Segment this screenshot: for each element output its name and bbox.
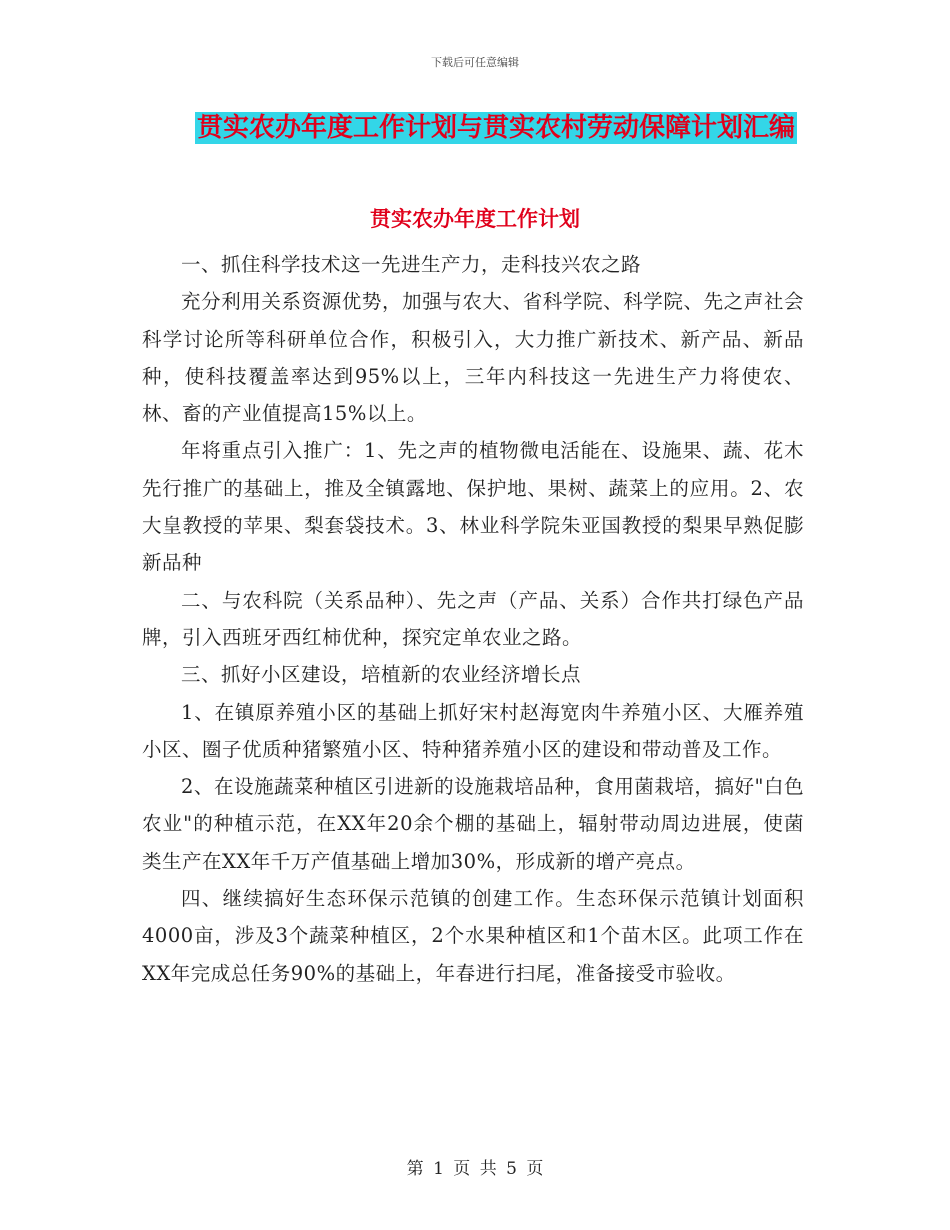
paragraph-1: 一、抓住科学技术这一先进生产力，走科技兴农之路: [181, 253, 642, 276]
paragraph-5: 三、抓好小区建设，培植新的农业经济增长点: [181, 663, 582, 687]
section-title: 贯实农办年度工作计划: [370, 207, 580, 231]
paragraph-2: 充分利用关系资源优势，加强与农大、省科学院、科学院、先之声社会科学讨论所等科研单位合作，积极引入，大力推广新技术、新产品、新品种，使科技覆盖率达到95%以上，三年内科技这一先进生产力将使农、林、畜的产业值提高15%以上。: [142, 290, 804, 426]
page-footer: 第 1 页 共 5 页: [406, 1159, 544, 1179]
paragraph-6: 1、在镇原养殖小区的基础上抓好宋村赵海宽肉牛养殖小区、大雁养殖小区、圈子优质种猪繁殖小区、特种猪养殖小区的建设和带动普及工作。: [142, 700, 804, 761]
paragraph-4: 二、与农科院（关系品种）、先之声（产品、关系）合作共打绿色产品牌，引入西班牙西红柿优种，探究定单农业之路。: [142, 588, 804, 649]
document-title: 贯实农办年度工作计划与贯实农村劳动保障计划汇编: [197, 113, 796, 143]
document-body: [142, 246, 804, 992]
paragraph-7: 2、在设施蔬菜种植区引进新的设施栽培品种，食用菌栽培，搞好"白色农业"的种植示范，在XX年20余个棚的基础上，辐射带动周边进展，使菌类生产在XX年千万产值基础上增加30%，形成新的增产亮点。: [142, 775, 804, 873]
paragraph-3: 年将重点引入推广：1、先之声的植物微电活能在、设施果、蔬、花木先行推广的基础上，推及全镇露地、保护地、果树、蔬菜上的应用。2、农大皇教授的苹果、梨套袋技术。3、林业科学院朱亚国教授的梨果早熟促膨新品种: [142, 439, 804, 575]
header-note: 下载后可任意编辑: [431, 56, 519, 69]
paragraph-8: 四、继续搞好生态环保示范镇的创建工作。生态环保示范镇计划面积4000亩，涉及3个蔬菜种植区，2个水果种植区和1个苗木区。此项工作在XX年完成总任务90%的基础上，年春进行扫尾，准备接受市验收。: [142, 887, 804, 985]
